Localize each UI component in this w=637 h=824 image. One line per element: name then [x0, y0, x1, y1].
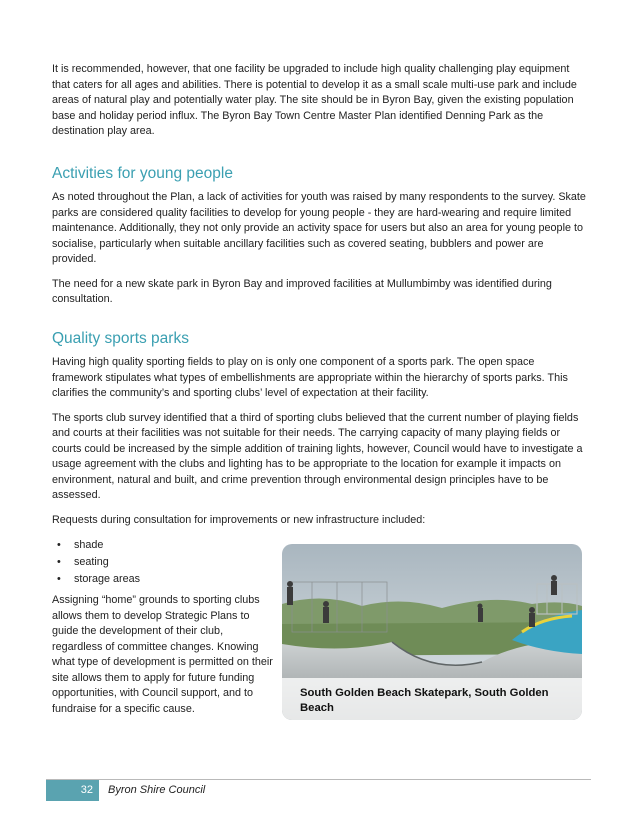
- footer-publisher: Byron Shire Council: [108, 784, 206, 796]
- intro-paragraph: It is recommended, however, that one facility be upgraded to include high quality challenging play equipment that caters for all ages and abilities. There is potential to develop it as a small scale multi-use park and include areas of natural play and potentially water play. The site should be in Byron Bay, given the existing population base and holiday period influx. The Byron Bay Town Centre Master Plan identified Denning Park as the destination play area.: [52, 63, 577, 137]
- photo-caption: South Golden Beach Skatepark, South Golden Beach: [300, 687, 549, 714]
- sports-paragraph-1: Having high quality sporting fields to play on is only one component of a sports park. The open space framework stipulates what types of embellishments are appropriate within the hierarchy of sports parks. This clarifies the community’s and sporting clubs’ level of expectation at their facility.: [52, 356, 568, 399]
- sports-paragraph-3: Requests during consultation for improvements or new infrastructure included:: [52, 513, 426, 526]
- heading-young-people: Activities for young people: [52, 165, 233, 182]
- list-item: [52, 554, 282, 571]
- list-item-text: storage areas: [74, 573, 141, 585]
- intro-section: [52, 62, 587, 140]
- bullet: •: [57, 573, 61, 585]
- list-item: [52, 537, 282, 554]
- youth-paragraph-1: As noted throughout the Plan, a lack of activities for youth was raised by many respondents to the survey. Skate parks are considered quality facilities to develop for young people - they are hard-wearing and require limited maintenance. Additionally, they not only provide an activity space for users but also an area for young people to socialise, particularly when suitable ancillary facilities such as covered seating, bubblers and power are provided.: [52, 191, 586, 265]
- youth-paragraph-2: The need for a new skate park in Byron Bay and improved facilities at Mullumbimby was identified during consultation.: [52, 277, 552, 305]
- page-number: 32: [46, 780, 99, 801]
- heading-sports-parks: Quality sports parks: [52, 330, 189, 347]
- youth-section: [52, 190, 587, 308]
- list-item-text: seating: [74, 556, 109, 568]
- bullet: •: [57, 556, 61, 568]
- sports-section: [52, 355, 587, 528]
- bullet: •: [57, 539, 61, 551]
- list-item: [52, 571, 282, 588]
- infrastructure-list: [52, 537, 282, 588]
- list-item-text: shade: [74, 539, 104, 551]
- sports-paragraph-2: The sports club survey identified that a third of sporting clubs believed that the current number of playing fields and courts at their facilities was not suitable for their needs. The carrying capacity of many playing fields or courts could be increased by the simple addition of training lights, however, Council would have to investigate a usage agreement with the clubs and lighting has to be appropriate to the location for example it impacts on environment, natural and built, and crime prevention through environmental design principles have to be assessed.: [52, 411, 583, 501]
- home-grounds-paragraph: Assigning “home” grounds to sporting clubs allows them to develop Strategic Plans to guide the development of their club, regardless of committee changes. Knowing what type of development is permitted on their site allows them to apply for future funding opportunities, with Council support, and to fundraise for a specific cause.: [52, 594, 273, 715]
